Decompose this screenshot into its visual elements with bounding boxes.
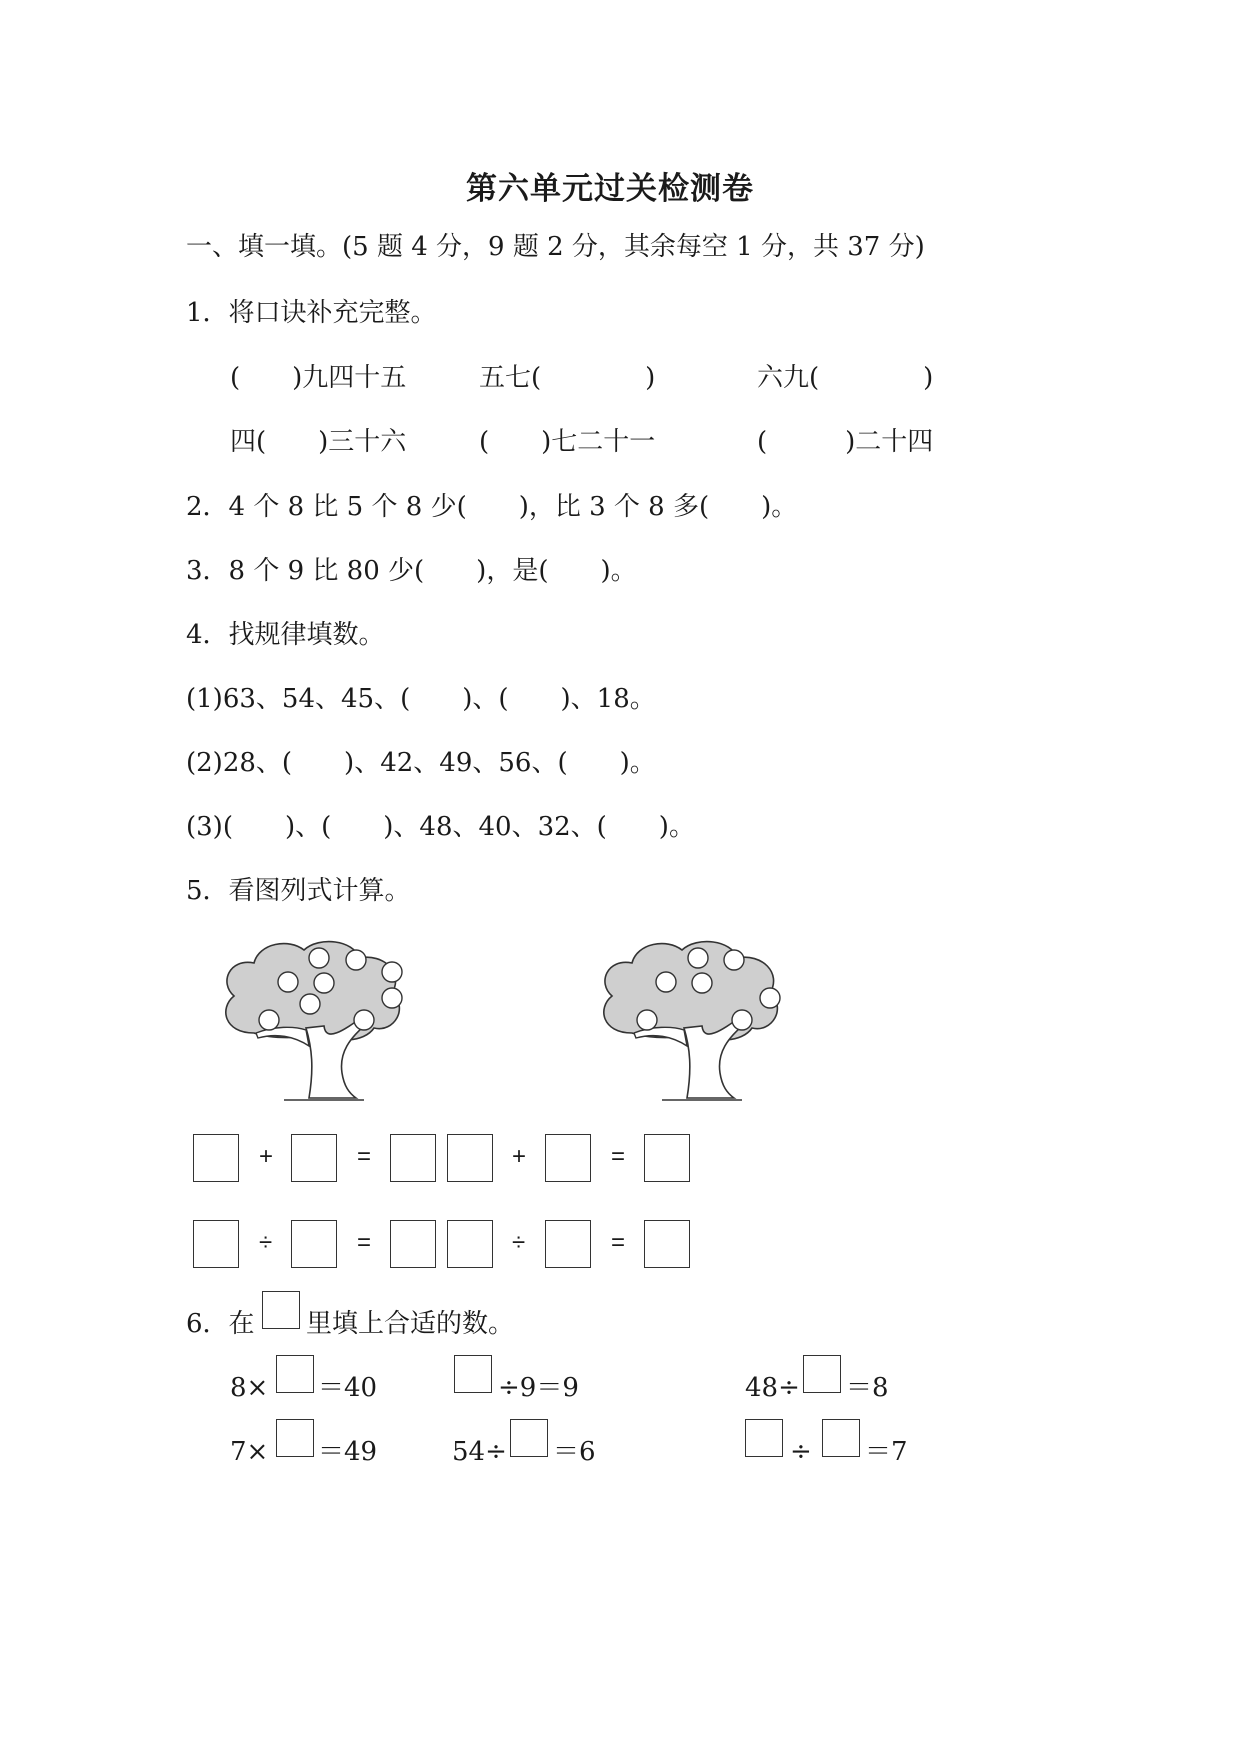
plus-sign: + [259, 1143, 274, 1170]
q1-row2-item2: ( )七二十一 [479, 427, 656, 457]
answer-box[interactable] [545, 1134, 591, 1182]
answer-box[interactable] [193, 1220, 239, 1268]
equals-sign: = [357, 1229, 372, 1256]
answer-box[interactable] [291, 1220, 337, 1268]
question-4-prompt: 4．找规律填数。 [186, 620, 385, 650]
answer-box[interactable] [644, 1220, 690, 1268]
answer-box[interactable] [745, 1419, 783, 1457]
apple-tree-left [214, 938, 424, 1103]
divide-sign: ÷ [512, 1229, 526, 1256]
answer-box[interactable] [822, 1419, 860, 1457]
prompt-box-icon [262, 1291, 300, 1329]
q4-item-3: (3)( )、( )、48、40、32、( )。 [186, 812, 695, 842]
q1-row1-item2: 五七( ) [479, 363, 656, 393]
apple-tree-right [592, 938, 802, 1103]
answer-box[interactable] [454, 1355, 492, 1393]
q6-r2c3-operator: ÷ [790, 1437, 812, 1467]
page-title: 第六单元过关检测卷 [466, 171, 754, 207]
answer-box[interactable] [276, 1355, 314, 1393]
q6-r1c1-suffix: ＝40 [318, 1373, 378, 1403]
q6-r2c3-suffix: ＝7 [865, 1437, 908, 1467]
section-heading: 一、填一填。(5 题 4 分，9 题 2 分，其余每空 1 分，共 37 分) [186, 232, 925, 262]
answer-box[interactable] [545, 1220, 591, 1268]
answer-box[interactable] [803, 1355, 841, 1393]
question-1-prompt: 1．将口诀补充完整。 [186, 298, 437, 328]
question-6-prompt-start: 6．在 [186, 1309, 255, 1339]
q1-row2-item3: ( )二十四 [757, 427, 934, 457]
question-5-prompt: 5．看图列式计算。 [186, 876, 411, 906]
q4-item-2: (2)28、( )、42、49、56、( )。 [186, 748, 656, 778]
equals-sign: = [611, 1143, 626, 1170]
answer-box[interactable] [390, 1134, 436, 1182]
answer-box[interactable] [644, 1134, 690, 1182]
q6-r1c3-suffix: ＝8 [846, 1373, 889, 1403]
equals-sign: = [357, 1143, 372, 1170]
divide-sign: ÷ [259, 1229, 273, 1256]
answer-box[interactable] [193, 1134, 239, 1182]
q6-r2c2-prefix: 54÷ [452, 1437, 507, 1467]
q6-r2c1-suffix: ＝49 [318, 1437, 378, 1467]
q4-item-1: (1)63、54、45、( )、( )、18。 [186, 684, 656, 714]
answer-box[interactable] [276, 1419, 314, 1457]
q6-r2c2-suffix: ＝6 [553, 1437, 596, 1467]
equals-sign: = [611, 1229, 626, 1256]
q6-r1c2-suffix: ÷9＝9 [498, 1373, 579, 1403]
q1-row1-item3: 六九( ) [757, 363, 934, 393]
answer-box[interactable] [447, 1220, 493, 1268]
answer-box[interactable] [510, 1419, 548, 1457]
answer-box[interactable] [447, 1134, 493, 1182]
question-2: 2．4 个 8 比 5 个 8 少( )，比 3 个 8 多( )。 [186, 492, 798, 522]
q6-r1c3-prefix: 48÷ [745, 1373, 800, 1403]
answer-box[interactable] [390, 1220, 436, 1268]
q1-row1-item1: ( )九四十五 [230, 363, 407, 393]
question-3: 3．8 个 9 比 80 少( )，是( )。 [186, 556, 637, 586]
question-6-prompt-end: 里填上合适的数。 [306, 1309, 515, 1339]
q1-row2-item1: 四( )三十六 [230, 427, 407, 457]
answer-box[interactable] [291, 1134, 337, 1182]
plus-sign: + [512, 1143, 527, 1170]
q6-r1c1-prefix: 8× [230, 1373, 269, 1403]
q6-r2c1-prefix: 7× [230, 1437, 269, 1467]
